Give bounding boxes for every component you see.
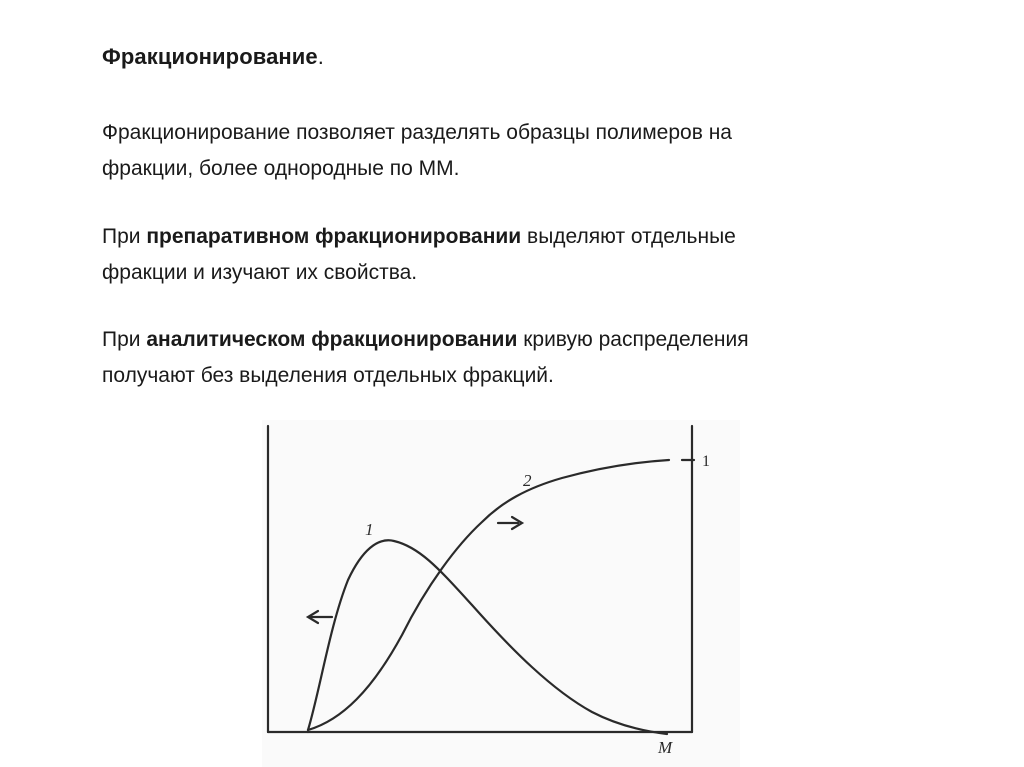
bold-term-analytical: аналитическом фракционировании <box>146 328 518 351</box>
paragraph-analytical <box>102 322 922 394</box>
paragraph-fractionation-intro <box>102 115 922 187</box>
paragraph-line <box>102 322 922 358</box>
title-text: Фракционирование <box>102 44 318 69</box>
distribution-diagram <box>262 420 740 767</box>
paragraph-line <box>102 219 922 255</box>
figure-background <box>262 420 740 767</box>
distribution-figure <box>262 420 740 767</box>
text-segment: кривую распределения <box>517 328 749 351</box>
title-period: . <box>317 44 324 69</box>
text-segment: выделяют отдельные <box>521 225 736 248</box>
text-segment: При <box>102 328 147 351</box>
text-segment: При <box>102 225 147 248</box>
right-axis-tick-label: 1 <box>702 453 710 470</box>
x-axis-label: M <box>658 738 673 757</box>
curve-2-label: 2 <box>523 471 532 490</box>
paragraph-line: фракции, более однородные по ММ. <box>102 157 460 180</box>
paragraph-line: фракции и изучают их свойства. <box>102 261 418 284</box>
paragraph-line: получают без выделения отдельных фракций. <box>102 364 554 387</box>
slide-title <box>102 44 324 70</box>
bold-term-preparative: препаративном фракционировании <box>146 225 522 248</box>
paragraph-line: Фракционирование позволяет разделять образцы полимеров на <box>102 121 732 144</box>
paragraph-preparative <box>102 219 922 291</box>
curve-1-label: 1 <box>365 520 374 539</box>
